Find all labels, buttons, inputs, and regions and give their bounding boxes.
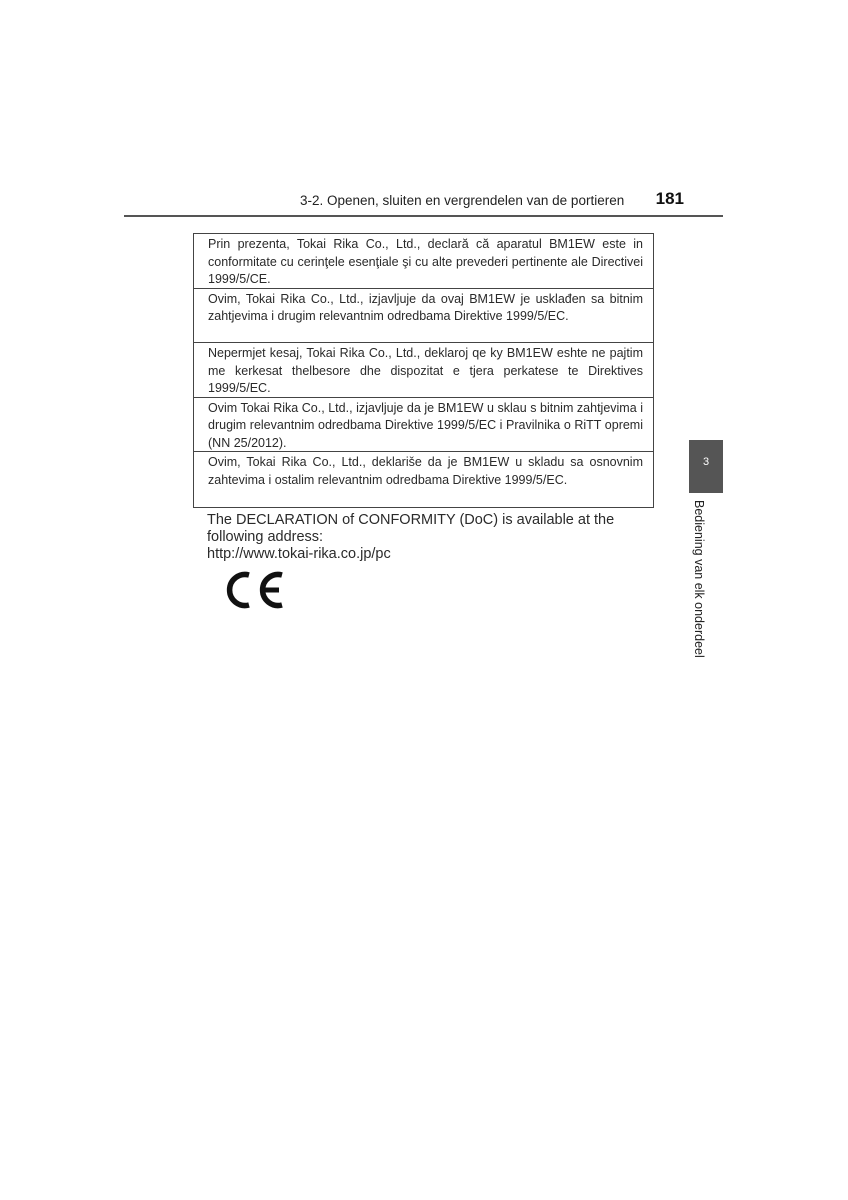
- doc-note-line-2: following address:: [207, 529, 324, 545]
- declaration-serbian: Ovim, Tokai Rika Co., Ltd., deklariše da je BM1EW u skladu sa osnovnim zahtevima i ostalim relevantnim odredbama Direktive 1999/5/EC.: [208, 455, 643, 487]
- doc-url: http://www.tokai-rika.co.jp/pc: [207, 546, 391, 562]
- declaration-bosnian: Ovim, Tokai Rika Co., Ltd., izjavljuje da ovaj BM1EW je usklađen sa bitnim zahtjevima i drugim relevantnim odredbama Direktive 1999/5/EC.: [194, 289, 653, 344]
- page-number: 181: [655, 189, 684, 208]
- declaration-romanian: Prin prezenta, Tokai Rika Co., Ltd., declară că aparatul BM1EW este in conformitate cu cerinţele esenţiale şi cu alte prevederi pertinente ale Directivei 1999/5/CE.: [194, 234, 653, 289]
- declaration-albanian: Nepermjet kesaj, Tokai Rika Co., Ltd., deklaroj qe ky BM1EW eshte ne pajtim me kerkesat thelbesore dhe dispozitat e tjera perkatese te Direktives 1999/5/EC.: [194, 343, 653, 398]
- header-divider: [124, 215, 723, 217]
- section-title: 3-2. Openen, sluiten en vergrendelen van de portieren: [300, 193, 625, 208]
- declaration-croatian: Ovim Tokai Rika Co., Ltd., izjavljuje da je BM1EW u sklau s bitnim zahtjevima i drugim relevantnim odredbama Direktive 1999/5/EC i Pravilnika o RiTT opremi (NN 25/2012).: [194, 398, 653, 453]
- doc-availability-note: [207, 512, 647, 563]
- doc-note-line-1: The DECLARATION of CONFORMITY (DoC) is available at the: [207, 512, 615, 528]
- declaration-table: [193, 233, 654, 508]
- chapter-tab-label: Bediening van elk onderdeel: [692, 500, 706, 658]
- chapter-tab: 3: [689, 440, 723, 493]
- ce-mark-icon: [222, 566, 288, 614]
